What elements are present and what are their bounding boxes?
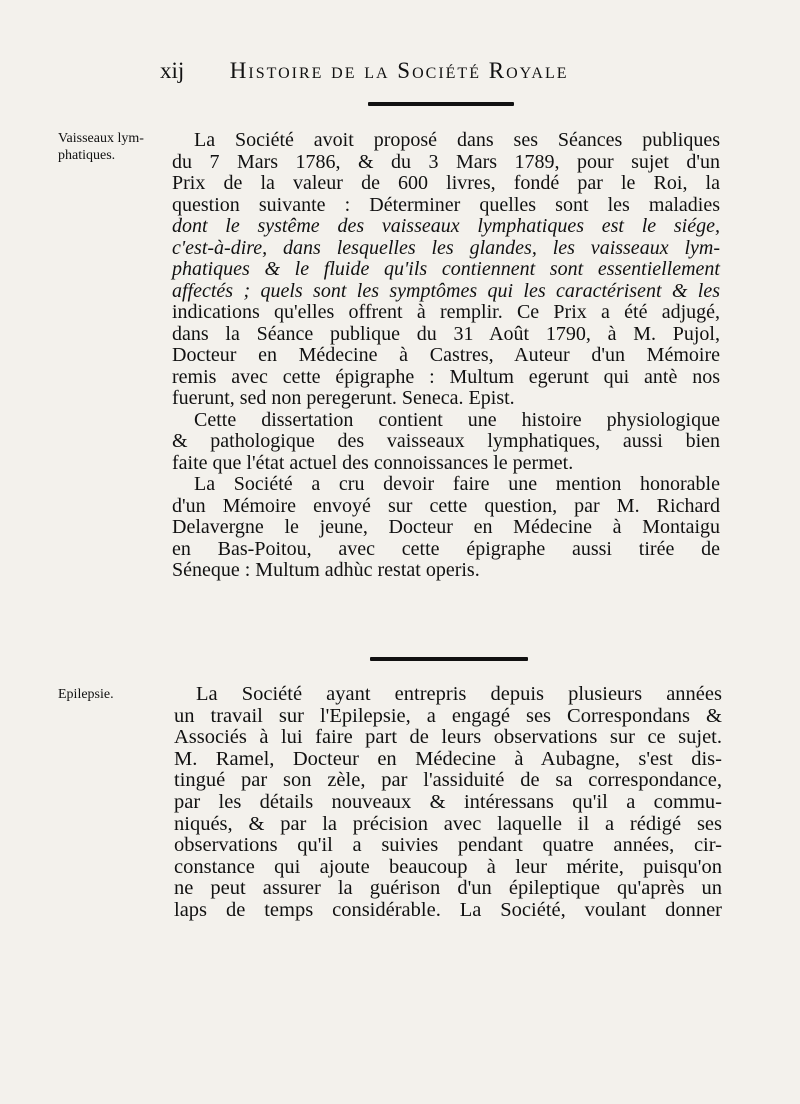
margin-note-epilepsie: Epilepsie. — [58, 687, 114, 702]
text-line: Delavergne le jeune, Docteur en Médecine à Montaigu — [172, 516, 720, 538]
text-line: d'un Mémoire envoyé sur cette question, par M. Richard — [172, 494, 720, 517]
text-line: La Société avoit proposé dans ses Séances publiques — [194, 129, 720, 151]
text-line: faite que l'état actuel des connoissances le permet. — [172, 451, 574, 474]
margin-note-lymphatiques — [58, 130, 168, 164]
margin-note-line: Vaisseaux lym- — [58, 131, 144, 146]
text-line: constance qui ajoute beaucoup à leur mérite, puisqu'on — [174, 855, 722, 878]
text-line: observations qu'il a suivies pendant quatre années, cir- — [174, 834, 722, 857]
running-title: Histoire de la Société Royale — [229, 58, 569, 83]
text-line: laps de temps considérable. La Société, voulant donner — [174, 898, 722, 921]
text-line: par les détails nouveaux & intéressans qu'il a commu- — [174, 790, 722, 813]
section-epilepsie — [174, 684, 722, 922]
text-line: c'est-à-dire, dans lesquelles les glandes, les vaisseaux lym- — [172, 236, 720, 259]
text-line: fuerunt, sed non peregerunt. Seneca. Epist. — [172, 387, 515, 409]
text-line: tingué par son zèle, par l'assiduité de sa correspondance, — [174, 769, 722, 792]
text-line: indications qu'elles offrent à remplir. Ce Prix a été adjugé, — [172, 301, 720, 323]
text-line: question suivante : Déterminer quelles sont les maladies — [172, 193, 720, 216]
section-divider-rule — [370, 657, 528, 661]
text-line: & pathologique des vaisseaux lymphatiques, aussi bien — [172, 430, 720, 452]
text-line: affectés ; quels sont les symptômes qui les caractérisent & les — [172, 279, 720, 302]
margin-note-line: phatiques. — [58, 148, 116, 163]
text-line: du 7 Mars 1786, & du 3 Mars 1789, pour sujet d'un — [172, 150, 720, 173]
text-line: dans la Séance publique du 31 Août 1790, à M. Pujol, — [172, 322, 720, 345]
text-line: ne peut assurer la guérison d'un épileptique qu'après un — [174, 877, 722, 900]
text-line: un travail sur l'Epilepsie, a engagé ses Correspondans & — [174, 704, 722, 727]
text-line: M. Ramel, Docteur en Médecine à Aubagne, s'est dis- — [174, 747, 722, 770]
section-lymphatiques — [172, 130, 720, 582]
page-number: xij — [160, 58, 185, 83]
text-line: Prix de la valeur de 600 livres, fondé par le Roi, la — [172, 172, 720, 194]
text-line: phatiques & le fluide qu'ils contiennent sont essentiellement — [172, 258, 720, 280]
text-line: La Société ayant entrepris depuis plusieurs années — [196, 683, 722, 705]
text-line: Docteur en Médecine à Castres, Auteur d'un Mémoire — [172, 344, 720, 366]
text-line: dont le systême des vaisseaux lymphatiques est le siége, — [172, 215, 720, 237]
text-line: La Société a cru devoir faire une mention honorable — [194, 473, 720, 495]
text-line: Associés à lui faire part de leurs observations sur ce sujet. — [174, 726, 722, 749]
text-line: niqués, & par la précision avec laquelle il a rédigé ses — [174, 812, 722, 835]
header-rule — [368, 102, 514, 106]
text-line: remis avec cette épigraphe : Multum egerunt qui antè nos — [172, 365, 720, 388]
text-line: en Bas-Poitou, avec cette épigraphe aussi tirée de — [172, 537, 720, 560]
text-line: Séneque : Multum adhùc restat operis. — [172, 559, 480, 581]
text-line: Cette dissertation contient une histoire physiologique — [194, 408, 720, 431]
running-header — [160, 58, 650, 84]
